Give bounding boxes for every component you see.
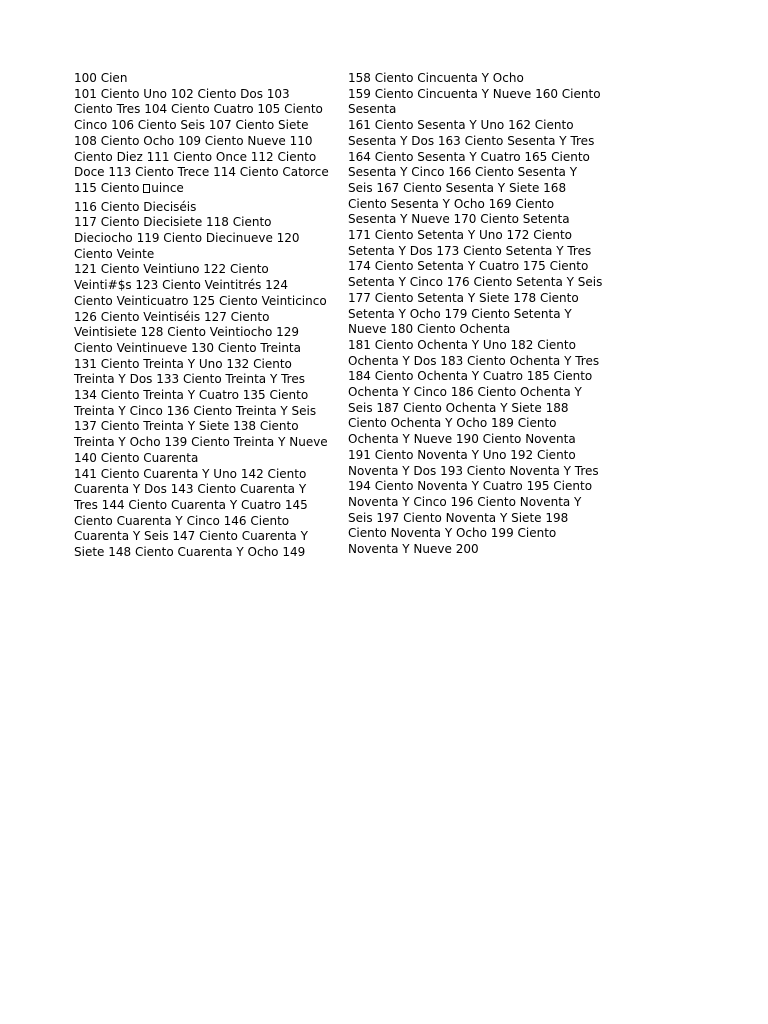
paragraph: 158 Ciento Cincuenta Y Ocho bbox=[348, 71, 524, 85]
paragraph-text: 101 Ciento Uno 102 Ciento Dos 103 Ciento Tres 104 Ciento Cuatro 105 Ciento Cinco 106 Ciento Seis 107 Ciento Siete 108 Ciento Ocho 109 Ciento Nueve 110 Ciento Diez 111 Ciento Once 112 Ciento Doce 113 Ciento Trece 114 Ciento Catorce 115 Ciento bbox=[74, 86, 329, 195]
paragraph bbox=[74, 87, 330, 197]
text-area bbox=[0, 66, 768, 604]
paragraph: 141 Ciento Cuarenta Y Uno 142 Ciento Cuarenta Y Dos 143 Ciento Cuarenta Y Tres 144 Ciento Cuarenta Y Cuatro 145 Ciento Cuarenta Y Cinco 146 Ciento Cuarenta Y Seis 147 Ciento Cuarenta Y Siete 148 Ciento Cuarenta Y Ocho 149 bbox=[74, 466, 308, 560]
paragraph: 121 Ciento Veintiuno 122 Ciento Veinti#$s 123 Ciento Veintitrés 124 Ciento Veinticuatro 125 Ciento Veinticinco 126 Ciento Veintiséis 127 Ciento Veintisiete 128 Ciento Veintiocho 129 Ciento Veintinueve 130 Ciento Treinta bbox=[74, 262, 327, 355]
paragraph: 116 Ciento Dieciséis bbox=[74, 199, 197, 214]
paragraph: 131 Ciento Treinta Y Uno 132 Ciento Treinta Y Dos 133 Ciento Treinta Y Tres 134 Ciento Treinta Y Cuatro 135 Ciento Treinta Y Cinco 136 Ciento Treinta Y Seis 137 Ciento Treinta Y Siete 138 Ciento Treinta Y Ocho 139 Ciento Treinta Y Nueve 140 Ciento Cuarenta bbox=[74, 356, 328, 465]
paragraph: 191 Ciento Noventa Y Uno 192 Ciento Noventa Y Dos 193 Ciento Noventa Y Tres 194 Ciento Noventa Y Cuatro 195 Ciento Noventa Y Cinco 196 Ciento Noventa Y Seis 197 Ciento Noventa Y Siete 198 Ciento Noventa Y Ocho 199 Ciento Noventa Y Nueve 200 bbox=[348, 447, 599, 557]
right-column bbox=[348, 71, 604, 558]
paragraph: 159 Ciento Cincuenta Y Nueve 160 Ciento Sesenta bbox=[348, 86, 601, 117]
left-column bbox=[74, 71, 330, 561]
paragraph-text: uince bbox=[151, 180, 184, 195]
paragraph: 181 Ciento Ochenta Y Uno 182 Ciento Ochenta Y Dos 183 Ciento Ochenta Y Tres 184 Ciento Ochenta Y Cuatro 185 Ciento Ochenta Y Cinco 186 Ciento Ochenta Y Seis 187 Ciento Ochenta Y Siete 188 Ciento Ochenta Y Ocho 189 Ciento Ochenta Y Nueve 190 Ciento Noventa bbox=[348, 337, 600, 447]
paragraph: 171 Ciento Setenta Y Uno 172 Ciento Setenta Y Dos 173 Ciento Setenta Y Tres 174 Ciento Setenta Y Cuatro 175 Ciento Setenta Y Cinco 176 Ciento Setenta Y Seis 177 Ciento Setenta Y Siete 178 Ciento Setenta Y Ocho 179 Ciento Setenta Y Nueve 180 Ciento Ochenta bbox=[348, 228, 603, 337]
missing-glyph-icon bbox=[143, 184, 150, 193]
paragraph: 117 Ciento Diecisiete 118 Ciento Dieciocho 119 Ciento Diecinueve 120 Ciento Veinte bbox=[74, 215, 300, 261]
paragraph: 100 Cien bbox=[74, 71, 128, 85]
paragraph: 161 Ciento Sesenta Y Uno 162 Ciento Sesenta Y Dos 163 Ciento Sesenta Y Tres 164 Ciento Sesenta Y Cuatro 165 Ciento Sesenta Y Cinco 166 Ciento Sesenta Y Seis 167 Ciento Sesenta Y Siete 168 Ciento Sesenta Y Ocho 169 Ciento Sesenta Y Nueve 170 Ciento Setenta bbox=[348, 118, 595, 227]
